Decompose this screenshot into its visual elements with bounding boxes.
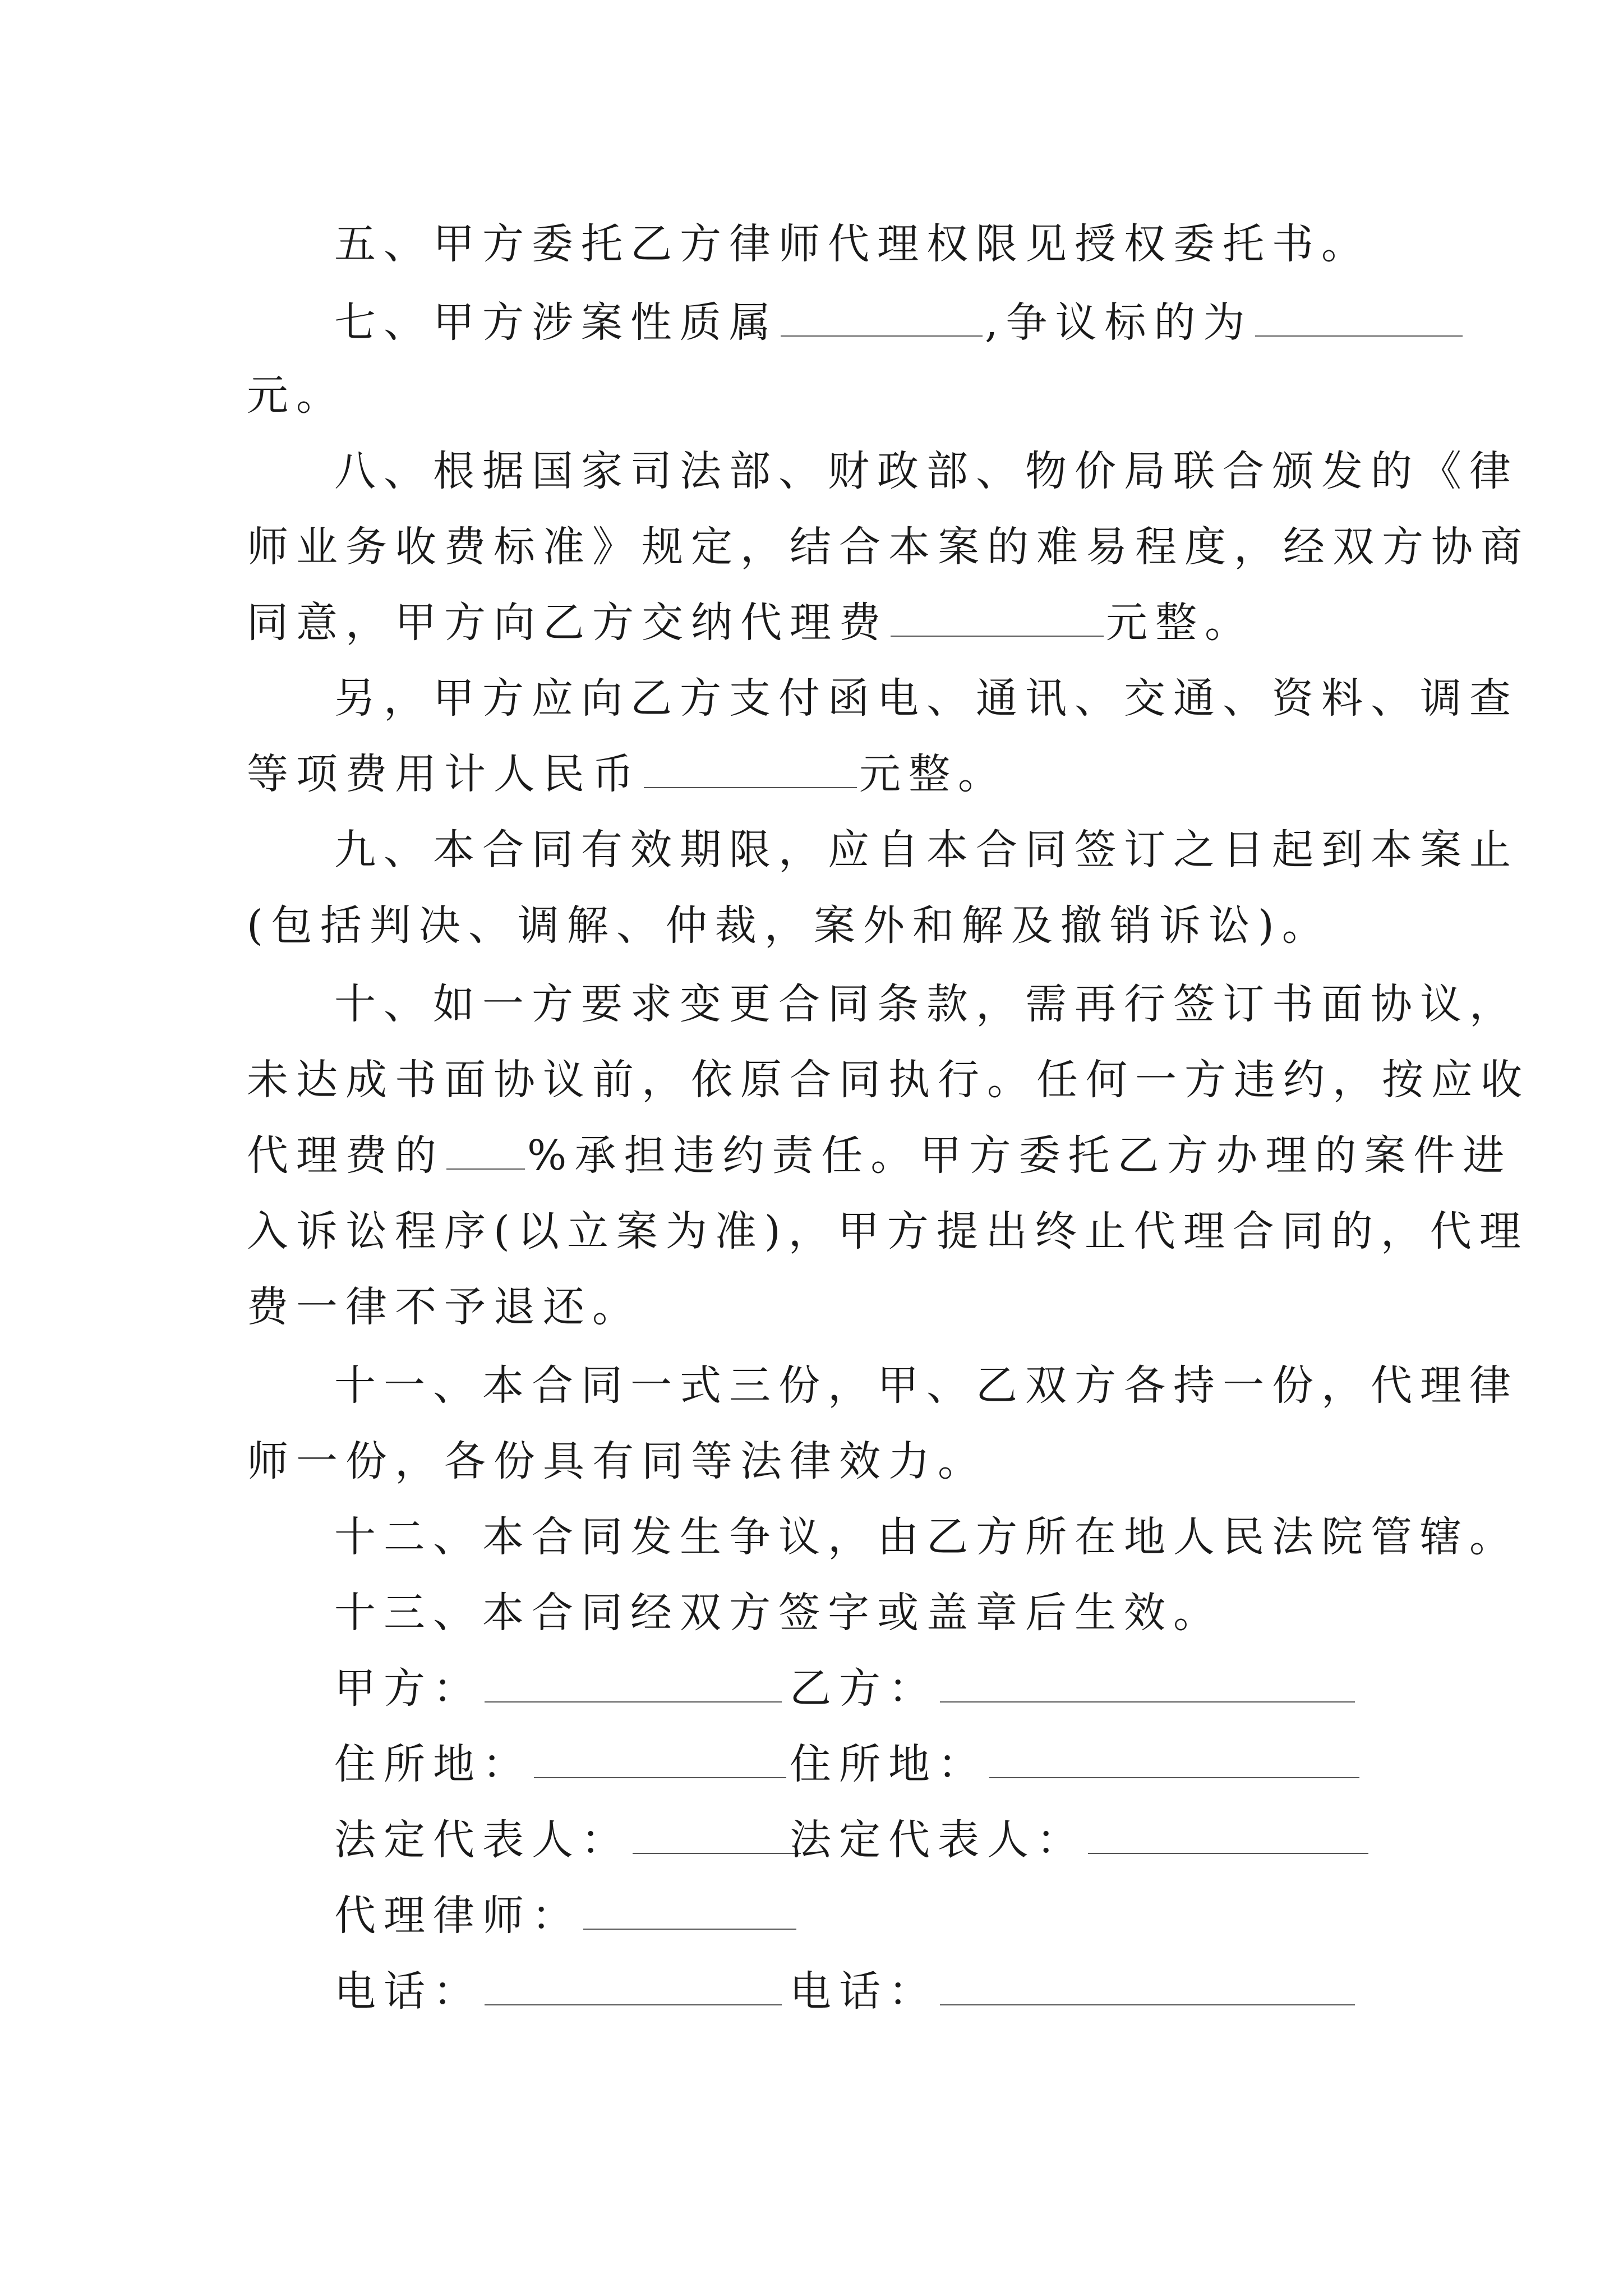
extra-fee-line-2: 等项费用计人民币 元整。: [247, 746, 1007, 802]
clause-8-line-2: 师业务收费标准》规定，结合本案的难易程度，经双方协商: [247, 523, 1530, 571]
party-a-field[interactable]: [485, 1662, 782, 1703]
penalty-percent-blank: [446, 1129, 525, 1170]
clause-7: 七、甲方涉案性质属 ,争议标的为: [334, 295, 1465, 351]
party-b-field[interactable]: [940, 1662, 1355, 1703]
phone-b-label: 电话：: [790, 1963, 1357, 2019]
party-b-label: 乙方：: [790, 1660, 1357, 1717]
dispute-amount-blank: [1255, 296, 1463, 337]
phone-a-label: 电话：: [334, 1963, 784, 2019]
clause-9-line-2: (包括判决、调解、仲裁，案外和解及撤销诉讼)。: [247, 901, 1331, 950]
phone-b-field[interactable]: [940, 1965, 1355, 2005]
clause-13: 十三、本合同经双方签字或盖章后生效。: [334, 1589, 1223, 1637]
agency-fee-blank: [891, 596, 1104, 637]
clause-8-line-1: 八、根据国家司法部、财政部、物价局联合颁发的《律: [334, 447, 1519, 495]
address-a-field[interactable]: [534, 1738, 786, 1778]
clause-12: 十二、本合同发生争议，由乙方所在地人民法院管辖。: [334, 1513, 1519, 1561]
clause-11-line-1: 十一、本合同一式三份，甲、乙双方各持一份，代理律: [334, 1361, 1519, 1410]
address-b-field[interactable]: [989, 1738, 1359, 1778]
lawyer-label: 代理律师：: [334, 1888, 799, 1944]
clause-10-line-4: 入诉讼程序(以立案为准)，甲方提出终止代理合同的，代理: [247, 1207, 1529, 1255]
case-nature-blank: [781, 296, 983, 337]
extra-fee-line-1: 另，甲方应向乙方支付函电、通讯、交通、资料、调查: [334, 674, 1519, 723]
rep-a-label: 法定代表人：: [334, 1812, 803, 1868]
clause-10-line-5: 费一律不予退还。: [247, 1283, 642, 1331]
clause-11-line-2: 师一份，各份具有同等法律效力。: [247, 1437, 987, 1485]
party-a-label: 甲方：: [334, 1660, 784, 1717]
clause-10-line-1: 十、如一方要求变更合同条款，需再行签订书面协议，: [334, 980, 1519, 1028]
phone-a-field[interactable]: [485, 1965, 782, 2005]
address-a-label: 住所地：: [334, 1736, 789, 1792]
rep-b-label: 法定代表人：: [790, 1812, 1371, 1868]
clause-10-line-2: 未达成书面协议前，依原合同执行。任何一方违约，按应收: [247, 1056, 1530, 1104]
clause-8-line-3: 同意，甲方向乙方交纳代理费 元整。: [247, 595, 1254, 651]
rep-a-field[interactable]: [633, 1814, 801, 1854]
clause-5: 五、甲方委托乙方律师代理权限见授权委托书。: [334, 220, 1371, 268]
lawyer-field[interactable]: [583, 1889, 796, 1930]
clause-10-line-3: 代理费的 %承担违约责任。甲方委托乙方办理的案件进: [247, 1128, 1512, 1184]
clause-7-cont: 元。: [247, 371, 345, 420]
extra-fee-blank: [644, 748, 857, 788]
address-b-label: 住所地：: [790, 1736, 1362, 1792]
clause-9-line-1: 九、本合同有效期限，应自本合同签订之日起到本案止: [334, 826, 1519, 874]
rep-b-field[interactable]: [1088, 1814, 1368, 1854]
